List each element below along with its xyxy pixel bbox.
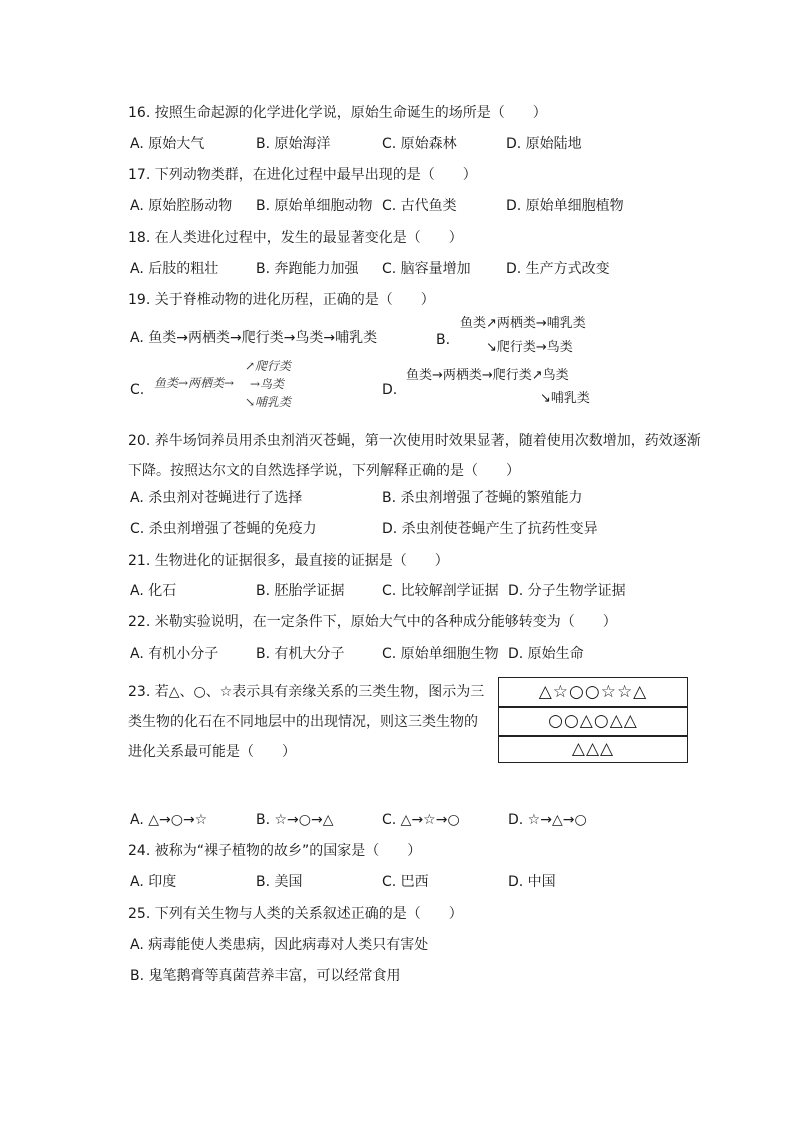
option-c-branch-top: ↗爬行类 (245, 359, 292, 373)
option-a: A. 有机小分子 (130, 646, 219, 662)
option-d-branch-top: 鱼类→两栖类→爬行类↗鸟类 (406, 368, 569, 383)
stratum-top: △☆○○☆☆△ (538, 682, 648, 702)
question-20-options-row1 (130, 488, 650, 508)
option-c: C. 原始单细胞生物 (382, 646, 499, 662)
option-d: D. ☆→△→○ (508, 812, 587, 828)
question-18-options (130, 259, 650, 279)
option-b-branch-bottom: ↘爬行类→鸟类 (486, 340, 573, 355)
question-22-stem: 22. 米勒实验说明，在一定条件下，原始大气中的各种成分能够转变为（ ） (128, 614, 617, 630)
question-17-options (130, 196, 650, 216)
option-a: A. △→○→☆ (130, 812, 208, 828)
option-b: B. ☆→○→△ (256, 812, 334, 828)
option-a: A. 印度 (130, 874, 177, 890)
option-b: B. 奔跑能力加强 (256, 261, 359, 277)
option-c: C. 古代鱼类 (382, 198, 457, 214)
question-20-options-row2 (130, 519, 650, 539)
option-b: B. 美国 (256, 874, 303, 890)
option-c-main: 鱼类→两栖类→ (154, 376, 235, 390)
stratum-middle: ○○△○△△ (548, 711, 638, 731)
option-c: C. 原始森林 (382, 136, 457, 152)
option-d: D. 生产方式改变 (506, 261, 610, 277)
stratum-bottom: △△△ (571, 739, 615, 759)
question-22-options (130, 644, 650, 664)
option-b: B. 原始海洋 (256, 136, 331, 152)
option-b: B. 原始单细胞动物 (256, 198, 373, 214)
question-25-stem: 25. 下列有关生物与人类的关系叙述正确的是（ ） (128, 906, 463, 922)
option-b: B. 鬼笔鹅膏等真菌营养丰富，可以经常食用 (130, 968, 401, 984)
option-b-branch-top: 鱼类↗两栖类→哺乳类 (460, 316, 586, 331)
option-c: C. 巴西 (382, 874, 429, 890)
option-a: A. 后肢的粗壮 (130, 261, 219, 277)
fossil-strata-diagram (498, 677, 688, 763)
option-d: D. 分子生物学证据 (508, 583, 626, 599)
question-16-stem: 16. 按照生命起源的化学进化学说，原始生命诞生的场所是（ ） (128, 105, 547, 121)
question-21-stem: 21. 生物进化的证据很多，最直接的证据是（ ） (128, 553, 449, 569)
question-23-stem: 23. 若△、○、☆表示具有亲缘关系的三类生物，图示为三类生物的化石在不同地层中的出现情况，则这三类生物的进化关系最可能是（ ） (128, 684, 485, 760)
option-a: A. 杀虫剂对苍蝇进行了选择 (130, 490, 303, 506)
option-b-label: B. (436, 332, 451, 348)
option-c: C. 杀虫剂增强了苍蝇的免疫力 (130, 521, 317, 537)
question-20-stem: 20. 养牛场饲养员用杀虫剂消灭苍蝇，第一次使用时效果显著，随着使用次数增加，药效逐渐下降。按照达尔文的自然选择学说，下列解释正确的是（ ） (128, 433, 701, 479)
option-a-label: A. (130, 330, 144, 346)
option-c-branch-mid: →鸟类 (250, 377, 285, 391)
option-c-label: C. (130, 382, 145, 398)
option-d-label: D. (382, 382, 398, 398)
option-b: B. 杀虫剂增强了苍蝇的繁殖能力 (382, 490, 583, 506)
option-c-branch-bottom: ↘哺乳类 (245, 395, 292, 409)
question-17-stem: 17. 下列动物类群，在进化过程中最早出现的是（ ） (128, 167, 477, 183)
option-b: B. 胚胎学证据 (256, 583, 345, 599)
option-d: D. 原始单细胞植物 (506, 198, 624, 214)
option-d-branch-bottom: ↘哺乳类 (540, 391, 590, 406)
option-c: C. 脑容量增加 (382, 261, 471, 277)
question-19-stem: 19. 关于脊椎动物的进化历程，正确的是（ ） (128, 292, 435, 308)
option-a (130, 328, 377, 348)
option-a-sequence: 鱼类→两栖类→爬行类→鸟类→哺乳类 (148, 330, 378, 346)
option-b: B. 有机大分子 (256, 646, 345, 662)
option-d: D. 原始生命 (508, 646, 584, 662)
option-a: A. 化石 (130, 583, 177, 599)
option-d: D. 中国 (508, 874, 556, 890)
option-a: A. 原始大气 (130, 136, 205, 152)
question-16-options (130, 134, 650, 154)
option-d: D. 杀虫剂使苍蝇产生了抗药性变异 (382, 521, 598, 537)
option-a: A. 病毒能使人类患病，因此病毒对人类只有害处 (130, 937, 429, 953)
question-23-options (130, 810, 650, 830)
option-c: C. 比较解剖学证据 (382, 583, 499, 599)
option-d: D. 原始陆地 (506, 136, 582, 152)
option-a: A. 原始腔肠动物 (130, 198, 233, 214)
question-21-options (130, 581, 650, 601)
question-24-stem: 24. 被称为“裸子植物的故乡”的国家是（ ） (128, 843, 422, 859)
question-24-options (130, 872, 650, 892)
option-c: C. △→☆→○ (382, 812, 460, 828)
question-18-stem: 18. 在人类进化过程中，发生的最显著变化是（ ） (128, 230, 463, 246)
